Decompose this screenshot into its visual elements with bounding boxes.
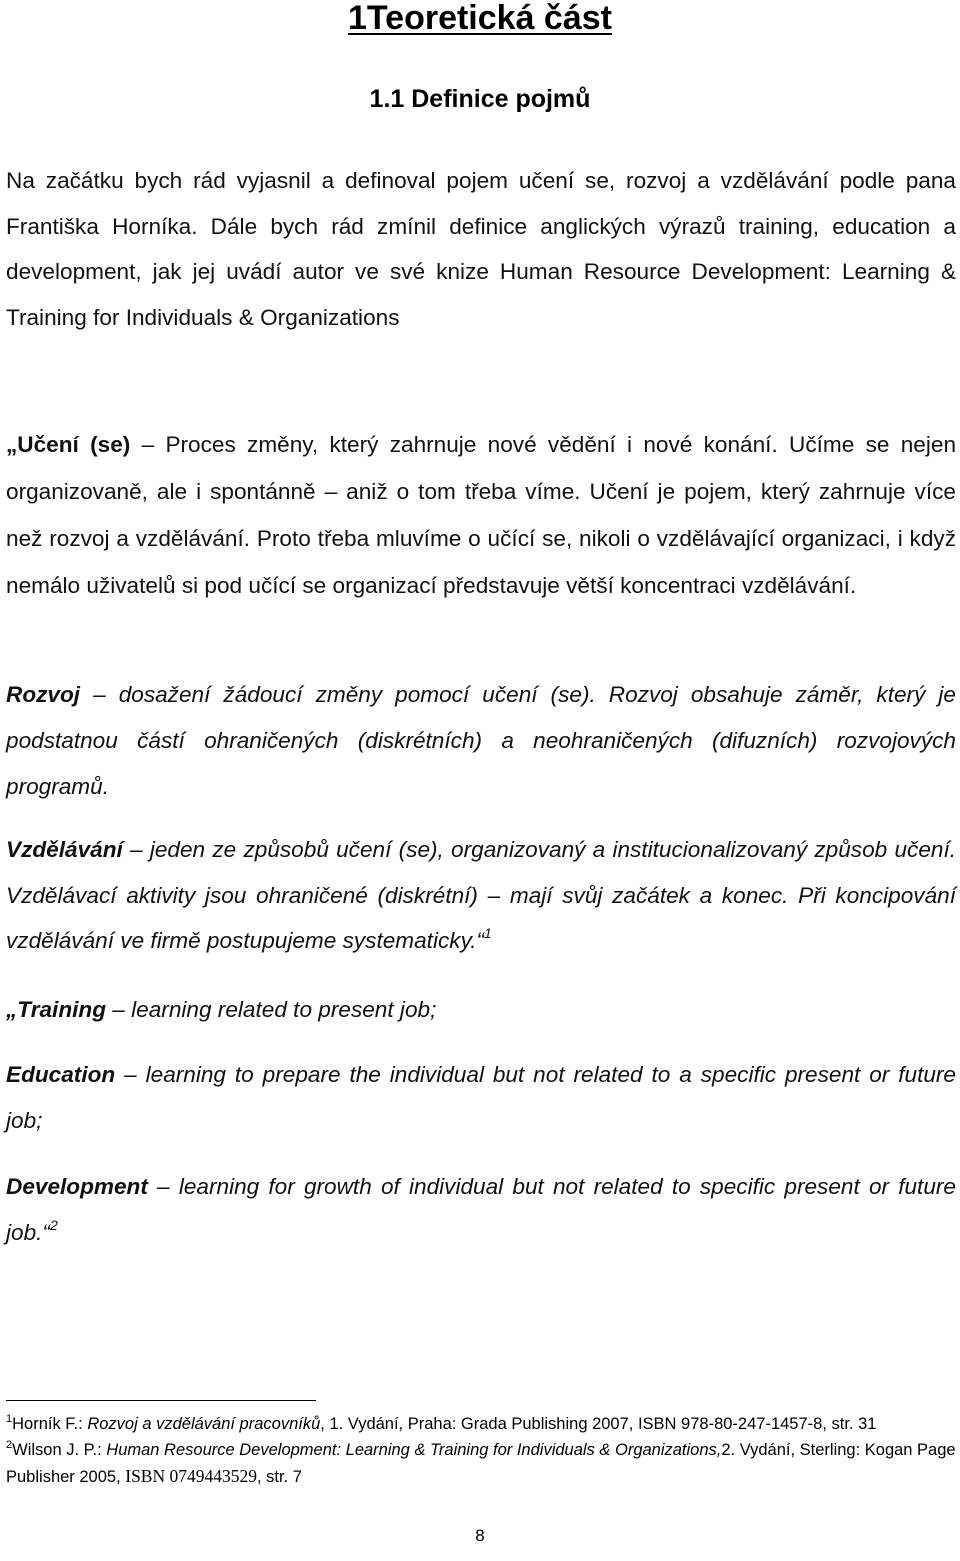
definition-term: Rozvoj [6,682,81,707]
definition-text: learning for growth of individual but not related to specific present or future job.“ [6,1174,956,1245]
footnote-separator [6,1400,316,1401]
definition-training: „Training – learning related to present job; [6,997,437,1022]
definition-term: Development [6,1174,148,1199]
definition-vzdelavani: Vzdělávání – jeden ze způsobů učení (se), organizovaný a institucionalizovaný způsob učení. Vzdělávací aktivity jsou ohraničené (diskrétní) – mají svůj začátek a konec. Při koncipování vzdělávání ve firmě postupujeme systematicky.“$^1$ [6,837,957,953]
footnote-2: $^2$Wilson J. P.: Human Resource Development: Learning & Training for Individuals & Organizations,2. Vydání, Sterling: Kogan Page Publisher 2005, ISBN 0749443529, str. 7 [6,1439,956,1486]
definition-text: learning related to present job; [131,997,437,1022]
footnotes [6,1411,956,1490]
definition-education: Education – learning to prepare the individual but not related to a specific present or future job; [6,1062,956,1133]
definition-text: Proces změny, který zahrnuje nové vědění i nové konání. Učíme se nejen organizovaně, ale i spontánně – aniž o tom třeba víme. Učení je pojem, který zahrnuje více než rozvoj a vzdělávání. Proto třeba mluvíme o učící se, nikoli o vzdělávající organizaci, i když nemálo uživatelů si pod učící se organizací představuje větší koncentraci vzdělávání. [6,432,957,598]
footnote-reference: 1 [484,925,492,941]
definition-text: learning to prepare the individual but not related to a specific present or future job; [6,1062,956,1133]
definition-text: jeden ze způsobů učení (se), organizovaný a institucionalizovaný způsob učení. Vzdělávací aktivity jsou ohraničené (diskrétní) – mají svůj začátek a konec. Při koncipování vzdělávání ve firmě postupujeme systematicky.“ [6,837,957,953]
page-number: 8 [475,1526,485,1545]
definition-uceni: „Učení (se) – Proces změny, který zahrnuje nové vědění i nové konání. Učíme se nejen organizovaně, ale i spontánně – aniž o tom třeba víme. Učení je pojem, který zahrnuje více než rozvoj a vzdělávání. Proto třeba mluvíme o učící se, nikoli o vzdělávající organizaci, i když nemálo uživatelů si pod učící se organizací představuje větší koncentraci vzdělávání. [6,432,957,598]
definition-development: Development – learning for growth of individual but not related to specific present or future job.“$^2$ [6,1174,956,1245]
definition-term: „Training [6,997,107,1022]
footnote-1: $^1$Horník F.: Rozvoj a vzdělávání pracovníků, 1. Vydání, Praha: Grada Publishing 2007, ISBN 978-80-247-1457-8, str. 31 [6,1413,877,1433]
definition-term: Vzdělávání [6,837,123,862]
definition-term: Education [6,1062,116,1087]
chapter-heading: 1Teoretická část [348,0,612,37]
section-heading: 1.1 Definice pojmů [369,85,591,113]
footnote-reference: 2 [49,1217,58,1233]
definition-rozvoj: Rozvoj – dosažení žádoucí změny pomocí učení (se). Rozvoj obsahuje záměr, který je podstatnou částí ohraničených (diskrétních) a neohraničených (difuzních) rozvojových programů. [6,682,956,799]
definition-term: „Učení (se) [6,432,131,457]
intro-paragraph: Na začátku bych rád vyjasnil a definoval pojem učení se, rozvoj a vzdělávání podle pana Františka Horníka. Dále bych rád zmínil definice anglických výrazů training, education a development, jak jej uvádí autor ve své knize Human Resource Development: Learning & Training for Individuals & Organizations [6,168,956,330]
definition-text: dosažení žádoucí změny pomocí učení (se). Rozvoj obsahuje záměr, který je podstatnou částí ohraničených (diskrétních) a neohraničených (difuzních) rozvojových programů. [6,682,956,799]
